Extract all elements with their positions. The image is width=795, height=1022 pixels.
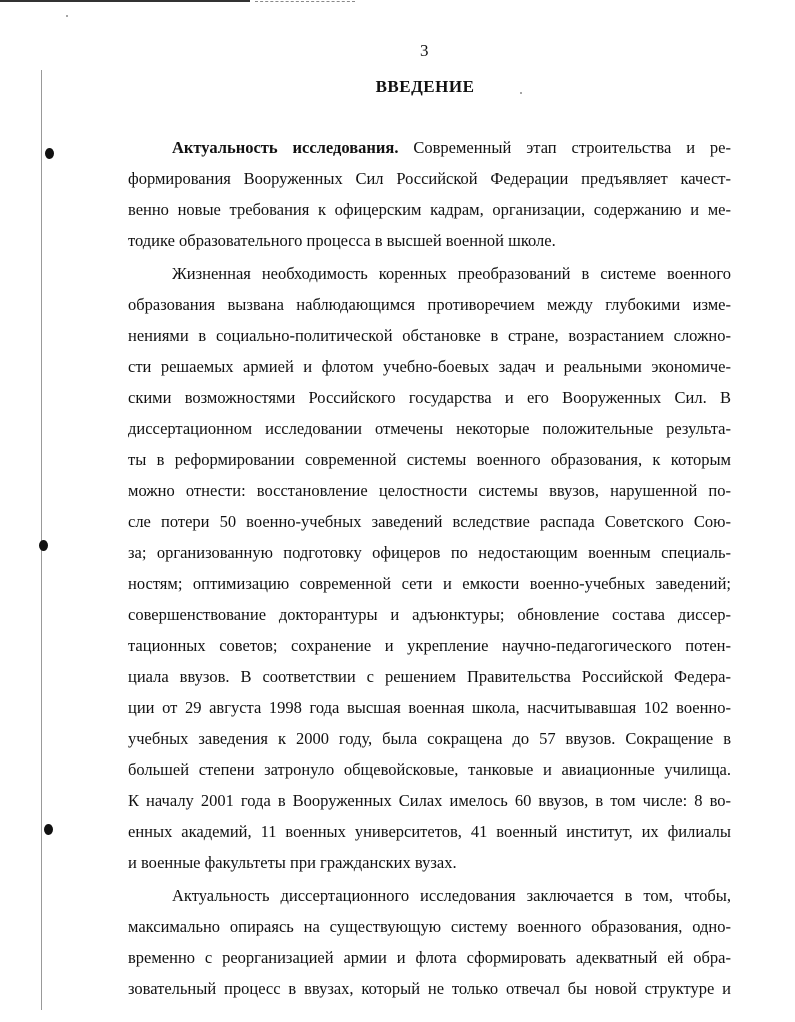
binding-hole-mark xyxy=(39,540,48,551)
text-line: максимально опираясь на существующую систему военного образования, одно- xyxy=(128,917,731,936)
text-line: тационных советов; сохранение и укрепление научно-педагогического потен- xyxy=(128,636,731,655)
paragraph-relevance xyxy=(128,132,731,256)
scan-edge-dash xyxy=(255,1,355,2)
text-line: сле потери 50 военно-учебных заведений вследствие распада Советского Сою- xyxy=(128,512,731,531)
page-number: 3 xyxy=(420,41,429,60)
text-line: скими возможностями Российского государства и его Вооруженных Сил. В xyxy=(128,388,731,407)
binding-hole-mark xyxy=(45,148,54,159)
body-text xyxy=(128,132,731,1004)
paragraph-dissertation-relevance xyxy=(128,880,731,1004)
text-line: можно отнести: восстановление целостности системы ввузов, нарушенной по- xyxy=(128,481,731,500)
text-line: образования вызвана наблюдающимся противоречием между глубокими изме- xyxy=(128,295,731,314)
text-line: и военные факультеты при гражданских вузах. xyxy=(128,853,457,872)
text-line: венно новые требования к офицерским кадрам, организации, содержанию и ме- xyxy=(128,200,731,219)
text-line: Жизненная необходимость коренных преобразований в системе военного xyxy=(172,264,731,283)
text-line: ции от 29 августа 1998 года высшая военная школа, насчитывавшая 102 военно- xyxy=(128,698,731,717)
text-line: за; организованную подготовку офицеров по недостающим военным специаль- xyxy=(128,543,731,562)
text-line: формирования Вооруженных Сил Российской Федерации предъявляет качест- xyxy=(128,169,731,188)
text-line: тодике образовательного процесса в высшей военной школе. xyxy=(128,231,556,250)
text-line: ты в реформировании современной системы военного образования, к которым xyxy=(128,450,731,469)
scan-edge-line xyxy=(0,0,250,2)
text-line: ностям; оптимизацию современной сети и емкости военно-учебных заведений; xyxy=(128,574,731,593)
scan-speck xyxy=(66,15,68,17)
text-line: Актуальность диссертационного исследования заключается в том, чтобы, xyxy=(172,886,731,905)
text-line: К началу 2001 года в Вооруженных Силах имелось 60 ввузов, в том числе: 8 во- xyxy=(128,791,731,810)
section-heading: ВВЕДЕНИЕ xyxy=(375,77,475,96)
lead-term: Актуальность исследования. xyxy=(172,138,399,157)
text-line: Актуальность исследования. Современный этап строительства и ре- xyxy=(172,138,731,157)
text-line: сти решаемых армией и флотом учебно-боевых задач и реальными экономиче- xyxy=(128,357,731,376)
text-line: диссертационном исследовании отмечены некоторые положительные результа- xyxy=(128,419,731,438)
text-line: циала ввузов. В соответствии с решением Правительства Российской Федера- xyxy=(128,667,731,686)
text-line: большей степени затронуло общевойсковые, танковые и авиационные училища. xyxy=(128,760,731,779)
text-line: временно с реорганизацией армии и флота сформировать адекватный ей обра- xyxy=(128,948,731,967)
text-line: учебных заведения к 2000 году, была сокращена до 57 ввузов. Сокращение в xyxy=(128,729,731,748)
binding-hole-mark xyxy=(44,824,53,835)
text-line: зовательный процесс в ввузах, который не только отвечал бы новой структуре и xyxy=(128,979,731,998)
paragraph-necessity xyxy=(128,258,731,878)
text-line: енных академий, 11 военных университетов, 41 военный институт, их филиалы xyxy=(128,822,731,841)
text-line: нениями в социально-политической обстановке в стране, возрастанием сложно- xyxy=(128,326,731,345)
text-line: совершенствование докторантуры и адъюнктуры; обновление состава диссер- xyxy=(128,605,731,624)
